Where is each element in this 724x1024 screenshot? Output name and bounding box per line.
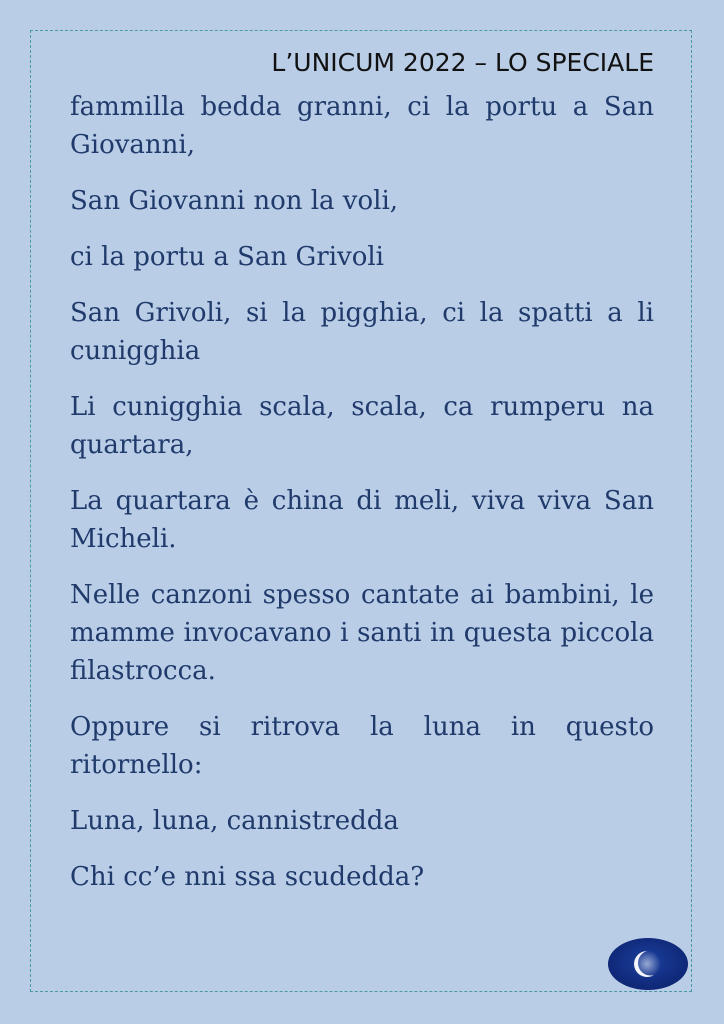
paragraph: ci la portu a San Grivoli [70,242,384,272]
body-text [70,88,654,914]
paragraph: Chi cc’e nni ssa scudedda? [70,862,425,892]
paragraph: Oppure si ritrova la luna in questo ritornello: [70,712,654,780]
paragraph: San Giovanni non la voli, [70,186,399,216]
crescent-moon-icon [607,937,689,991]
paragraph: La quartara è china di meli, viva viva San Micheli. [70,486,654,554]
paragraph: Nelle canzoni spesso cantate ai bambini, le mamme invocavano i santi in questa piccola filastrocca. [70,580,654,686]
page-header: L’UNICUM 2022 – LO SPECIALE [271,48,654,77]
paragraph: fammilla bedda granni, ci la portu a San Giovanni, [70,92,654,160]
paragraph: Li cunigghia scala, scala, ca rumperu na quartara, [70,392,654,460]
paragraph: Luna, luna, cannistredda [70,806,399,836]
paragraph: San Grivoli, si la pigghia, ci la spatti a li cunigghia [70,298,654,366]
